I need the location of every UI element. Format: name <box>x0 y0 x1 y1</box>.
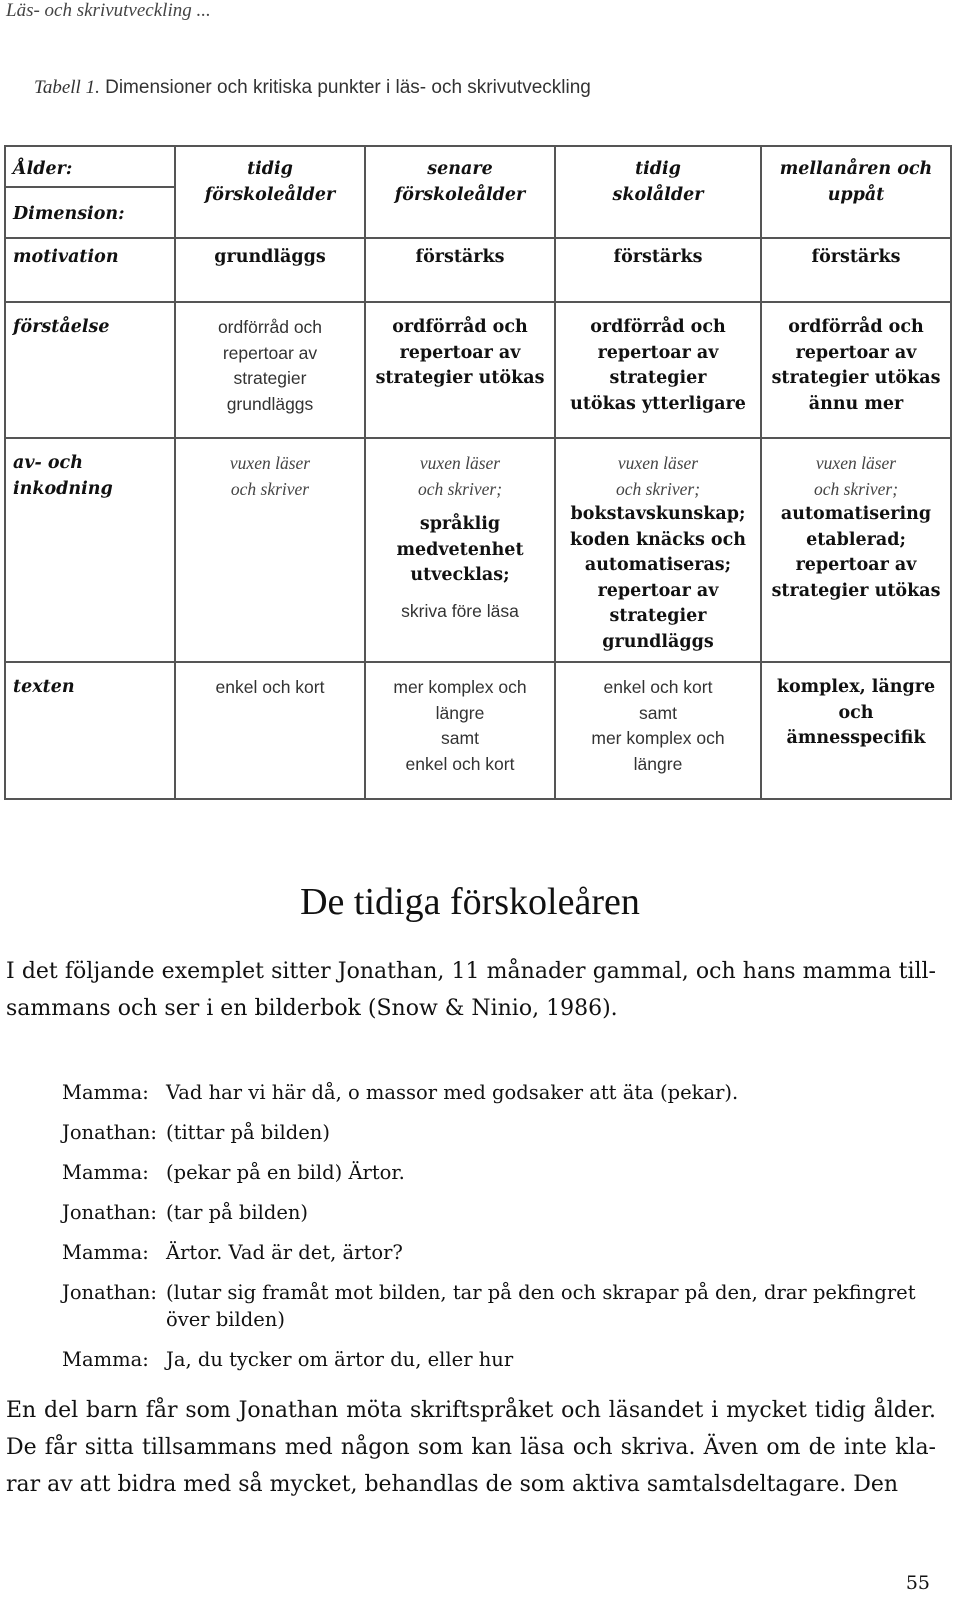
table-cell: förstärks <box>365 238 555 302</box>
stage-header: tidig förskoleålder <box>175 146 365 238</box>
dialogue <box>62 1079 942 1386</box>
dialogue-line <box>62 1119 942 1146</box>
row-label: av- och inkodning <box>5 438 175 662</box>
table-cell <box>555 438 761 662</box>
table-header-row <box>5 146 951 238</box>
cell-italic-text: vuxen läser och skriver; <box>417 453 503 499</box>
table-row-texten <box>5 662 951 799</box>
dialogue-line <box>62 1346 942 1373</box>
row-label: förståelse <box>5 302 175 438</box>
header-divider <box>6 186 174 188</box>
speaker-label: Jonathan: <box>62 1121 157 1144</box>
caption-text: Dimensioner och kritiska punkter i läs- och skrivutveckling <box>99 77 591 98</box>
dialogue-line <box>62 1279 942 1333</box>
stage-header: tidig skolålder <box>555 146 761 238</box>
section-title: De tidiga förskoleåren <box>300 881 640 923</box>
cell-italic-text: vuxen läser och skriver <box>229 453 311 499</box>
table-row-forstaelse <box>5 302 951 438</box>
utterance: (pekar på en bild) Ärtor. <box>166 1161 405 1184</box>
table-cell: ordförråd och repertoar av strategier utökas ännu mer <box>761 302 951 438</box>
utterance: (tittar på bilden) <box>166 1121 330 1144</box>
table-cell: förstärks <box>761 238 951 302</box>
table-cell <box>761 438 951 662</box>
table-cell: komplex, längre och ämnesspecifik <box>761 662 951 799</box>
speaker-label: Jonathan: <box>62 1201 157 1224</box>
stage-header: mellanåren och uppåt <box>761 146 951 238</box>
table-cell: ordförråd och repertoar av strategier grundläggs <box>175 302 365 438</box>
utterance: (lutar sig framåt mot bilden, tar på den och skrapar på den, drar pekfingret över bilden) <box>166 1281 916 1331</box>
cell-italic-text: vuxen läser och skriver; <box>615 453 701 499</box>
table-cell: enkel och kort <box>175 662 365 799</box>
speaker-label: Mamma: <box>62 1348 149 1371</box>
cell-bold-text: bokstavskunskap; koden knäcks och automatiseras; repertoar av strategier grundläggs <box>570 504 746 652</box>
dialogue-line <box>62 1079 942 1106</box>
speaker-label: Mamma: <box>62 1081 149 1104</box>
table-cell: ordförråd och repertoar av strategier utökas ytterligare <box>555 302 761 438</box>
page-number: 55 <box>905 1572 930 1594</box>
speaker-label: Mamma: <box>62 1161 149 1184</box>
utterance: (tar på bilden) <box>166 1201 309 1224</box>
dialogue-line <box>62 1159 942 1186</box>
table-cell <box>365 438 555 662</box>
table-caption <box>34 77 591 99</box>
utterance: Ja, du tycker om ärtor du, eller hur <box>166 1348 514 1371</box>
stage-header: senare förskoleålder <box>365 146 555 238</box>
table-row-motivation <box>5 238 951 302</box>
table-cell: ordförråd och repertoar av strategier utökas <box>365 302 555 438</box>
row-label: motivation <box>5 238 175 302</box>
dialogue-line <box>62 1199 942 1226</box>
dimensions-table <box>4 145 952 800</box>
utterance: Ärtor. Vad är det, ärtor? <box>166 1241 403 1264</box>
speaker-label: Mamma: <box>62 1241 149 1264</box>
age-label: Ålder: <box>13 159 73 179</box>
cell-bold-text: språklig medvetenhet utvecklas; <box>396 514 524 585</box>
utterance: Vad har vi här då, o massor med godsaker att äta (pekar). <box>166 1081 739 1104</box>
cell-plain-text: skriva före läsa <box>401 600 519 621</box>
table-row-avkodning <box>5 438 951 662</box>
cell-italic-text: vuxen läser och skriver; <box>813 453 899 499</box>
table-cell <box>175 438 365 662</box>
speaker-label: Jonathan: <box>62 1281 157 1304</box>
row-label: texten <box>5 662 175 799</box>
running-head: Läs- och skrivutveckling ... <box>6 0 211 21</box>
table-cell: förstärks <box>555 238 761 302</box>
dimension-label: Dimension: <box>13 204 125 224</box>
table-cell: mer komplex och längre samt enkel och kort <box>365 662 555 799</box>
table-cell: grundläggs <box>175 238 365 302</box>
caption-lead: Tabell 1. <box>34 77 100 98</box>
dialogue-line <box>62 1239 942 1266</box>
table-cell: enkel och kort samt mer komplex och längre <box>555 662 761 799</box>
cell-bold-text: automatisering etablerad; repertoar av strategier utökas <box>771 504 941 601</box>
header-corner-cell <box>5 146 175 238</box>
closing-paragraph: En del barn får som Jonathan möta skriftspråket och läsandet i mycket tidig ålder. De får sitta tillsammans med någon som kan läsa och skriva. Även om de inte kla-rar av att bidra med så mycket, behandlas de som aktiva samtalsdeltagare. Den <box>6 1398 936 1497</box>
intro-paragraph: I det följande exemplet sitter Jonathan, 11 månader gammal, och hans mamma till-sammans och ser i en bilderbok (Snow & Ninio, 1986). <box>6 959 936 1021</box>
